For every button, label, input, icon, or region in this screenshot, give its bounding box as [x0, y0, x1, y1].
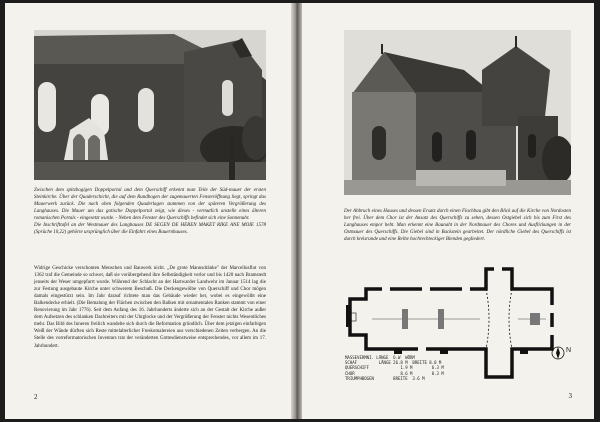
church-south-side-photo: [34, 30, 266, 180]
legend-line: QUERSCHIFF 1.9 M 6.3 M: [345, 365, 444, 371]
caption-paragraph: Der Abbruch eines Hauses und dessen Ersatz durch einen Flachbau gibt den Blick auf die Kirche von Nordosten her frei. Über dem Chor ist der Ansatz des Querschiffs zu sehen, dessen Ostgiebel sich bis zum First des Langhauses empor hebt. Man erkennt eine Baunaht in der Nordmauer des Chores und Ausflickungen in der Ostmauer des Querschiffs. Die Giebel sind in Backstein gearbeitet. Der nördliche Giebel des Querschiffs ist durch kreisrunde und eine Reihe hochrechteckiger Blenden gegliedert.: [344, 209, 571, 243]
caption-paragraph: Die Inschrifttafel an der Westmauer des Langhauses DE SEGEN DE HEREN MAKET RIKE ANE MOIE 1578 (Sprüche 10,22) gehörte ursprünglich über die Einfahrt eines Bauernhauses.: [34, 223, 266, 236]
legend-line: SCHAF LÄNGE 26.8 M BREITE 8.0 M: [345, 360, 442, 366]
body-paragraph: Widrige Geschicke verschonten Menschen und Bauwerk nicht. „De grote Mannsdränke" der Marcellusflut von 1362 traf die Gemeinde so schwer, daß sie vorübergehend ihre Selbständigkeit verlor und bis 1420 nach Bramstedt jenseits der Weser umgepfarrt wurde. Während der Schlacht an der Hartwarder Landwehr im Januar 1514 lag die zur Festung ausgebaute Kirche unter schwerem Beschuß. Die Deckengewölbe von Querschiff und Chor mögen damals eingestürzt sein. Im Jahr darauf richtete man das Gebäude wieder her, wobei es eingewölbt eine Balkendecke erhielt. (Die Bemalung der Flächen zwischen den Balken mit ornamentalen Ranken stammt von einer Renovierung im Jahr 1776). Seit dem Anfang des 16. Jahrhunderts änderte sich an der Gestalt der Kirche außer dem Aufsetzen des schlanken Dachreiters mit der Uhrglocke und der Vergrößerung der Fenster nichts Wesentliches mehr. Das Bild des Inneren freilich wandelte sich durch die Reformation gründlich. Über dem jetzigen einfarbigen Weiß der Wände dürften sich Reste mittelalterlicher Freskomalereien aus verschiedenen Zeiten verbergen. An die Stelle des vorreformatorischen Inventars trat der veränderten Gottesdienstweise entsprechendes, vor allem im 17. Jahrhundert.: [34, 266, 266, 349]
right-page: [302, 3, 594, 419]
right-photo-caption: [344, 208, 571, 243]
legend-line: MASSEVERMNI. LÄNGE O.W WÖRM: [345, 355, 415, 360]
legend-line: CHOR 8.6 M 8.3 M: [345, 370, 444, 376]
floorplan-legend: [345, 355, 444, 381]
legend-line: TRIUMPHBOGEN BREITE 3.6 M: [345, 375, 425, 381]
left-page: [5, 3, 291, 419]
page-number: 2: [34, 393, 38, 401]
north-label: N: [566, 347, 572, 354]
page-number: 3: [568, 392, 572, 400]
caption-paragraph: Zwischen dem spitzbogigen Doppelportal und dem Querschiff erkennt man Teile der Süd-mauer der ersten Steinkirche. Über der Quaderschicht, die auf dem Rundbogen der zugemauerten Fensteröffnung liegt, springt das Mauerwerk zurück. Die nach oben folgenden Quaderlagen stammen von der späteren Vergrößerung des Langhauses. Die Mauer um das gotische Doppelportal zeigt, wie dieses - vermutlich anstelle eines älteren romanischen Portals - eingesetzt wurde. - Neben dem Fenster des Querschiffs befindet sich eine Sonnenuhr.: [34, 188, 266, 222]
left-body-text: [34, 265, 266, 350]
book-gutter: [291, 3, 302, 419]
church-northeast-photo: [344, 30, 571, 195]
left-photo-caption: [34, 187, 266, 236]
